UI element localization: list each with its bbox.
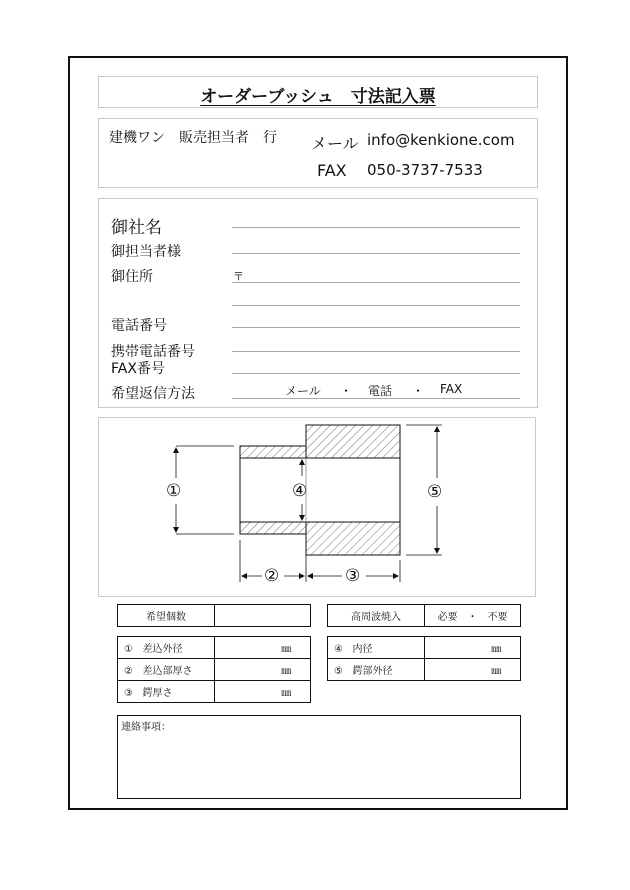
label-insert-thickness: ②	[264, 566, 280, 586]
label-outer-insert-diameter: ①	[166, 481, 182, 501]
label-flange-thickness: ③	[345, 566, 361, 586]
recipient-fax-label: FAX	[317, 161, 347, 180]
table-row	[118, 681, 311, 703]
fax-number-field[interactable]	[232, 373, 520, 374]
table-row	[328, 659, 521, 681]
phone-field[interactable]	[232, 327, 520, 328]
address-label: 御住所	[111, 269, 153, 285]
dimension-label-cell: ⑤ 鍔部外径	[328, 659, 425, 681]
address-field-1[interactable]	[232, 282, 520, 283]
fax-number-label: FAX番号	[111, 361, 165, 377]
quantity-label: 希望個数	[118, 605, 215, 627]
reply-separator: ・	[412, 384, 425, 398]
hardening-label: 高周波焼入	[328, 605, 425, 627]
title-box	[98, 76, 538, 108]
inner-diameter-input[interactable]: ㎜	[425, 637, 521, 659]
dimension-label-cell: ① 差込外径	[118, 637, 215, 659]
recipient-email[interactable]: info@kenkione.com	[367, 131, 515, 149]
table-row	[328, 637, 521, 659]
dimension-table-right	[327, 636, 521, 681]
mobile-label: 携帯電話番号	[111, 344, 195, 360]
notes-label: 連絡事項：	[121, 722, 171, 733]
dimension-label-cell: ④ 内径	[328, 637, 425, 659]
hardening-options[interactable]: 必要 ・ 不要	[425, 605, 521, 627]
insert-thickness-input[interactable]: ㎜	[215, 659, 311, 681]
recipient-name: 建機ワン 販売担当者 行	[109, 130, 277, 146]
hardening-table	[327, 604, 521, 627]
diagram-box	[98, 417, 536, 597]
form-title: オーダーブッシュ 寸法記入票	[200, 87, 436, 107]
dimension-table-left	[117, 636, 311, 703]
quantity-table	[117, 604, 311, 627]
phone-label: 電話番号	[111, 318, 167, 334]
reply-method-field	[232, 398, 520, 399]
recipient-fax: 050-3737-7533	[367, 161, 483, 179]
notes-field[interactable]	[117, 715, 521, 799]
customer-box	[98, 198, 538, 408]
quantity-input[interactable]	[215, 605, 311, 627]
outer-insert-diameter-input[interactable]: ㎜	[215, 637, 311, 659]
reply-option-fax[interactable]: FAX	[440, 382, 463, 396]
reply-method-label: 希望返信方法	[111, 386, 195, 402]
dimension-label-cell: ③ 鍔厚さ	[118, 681, 215, 703]
reply-separator: ・	[340, 384, 353, 398]
postal-mark: 〒	[233, 270, 244, 283]
recipient-box	[98, 118, 538, 188]
company-label: 御社名	[111, 218, 162, 238]
contact-person-label: 御担当者様	[111, 244, 181, 260]
table-row	[118, 659, 311, 681]
table-row	[118, 637, 311, 659]
label-inner-diameter: ④	[292, 481, 308, 501]
dimension-label-cell: ② 差込部厚さ	[118, 659, 215, 681]
address-field-2[interactable]	[232, 305, 520, 306]
flange-thickness-input[interactable]: ㎜	[215, 681, 311, 703]
contact-person-field[interactable]	[232, 253, 520, 254]
company-field[interactable]	[232, 227, 520, 228]
flange-outer-diameter-input[interactable]: ㎜	[425, 659, 521, 681]
mobile-field[interactable]	[232, 351, 520, 352]
recipient-email-label: メール	[311, 134, 359, 153]
reply-option-email[interactable]: メール	[285, 384, 321, 398]
reply-option-phone[interactable]: 電話	[368, 384, 393, 398]
label-flange-outer-diameter: ⑤	[427, 482, 443, 502]
